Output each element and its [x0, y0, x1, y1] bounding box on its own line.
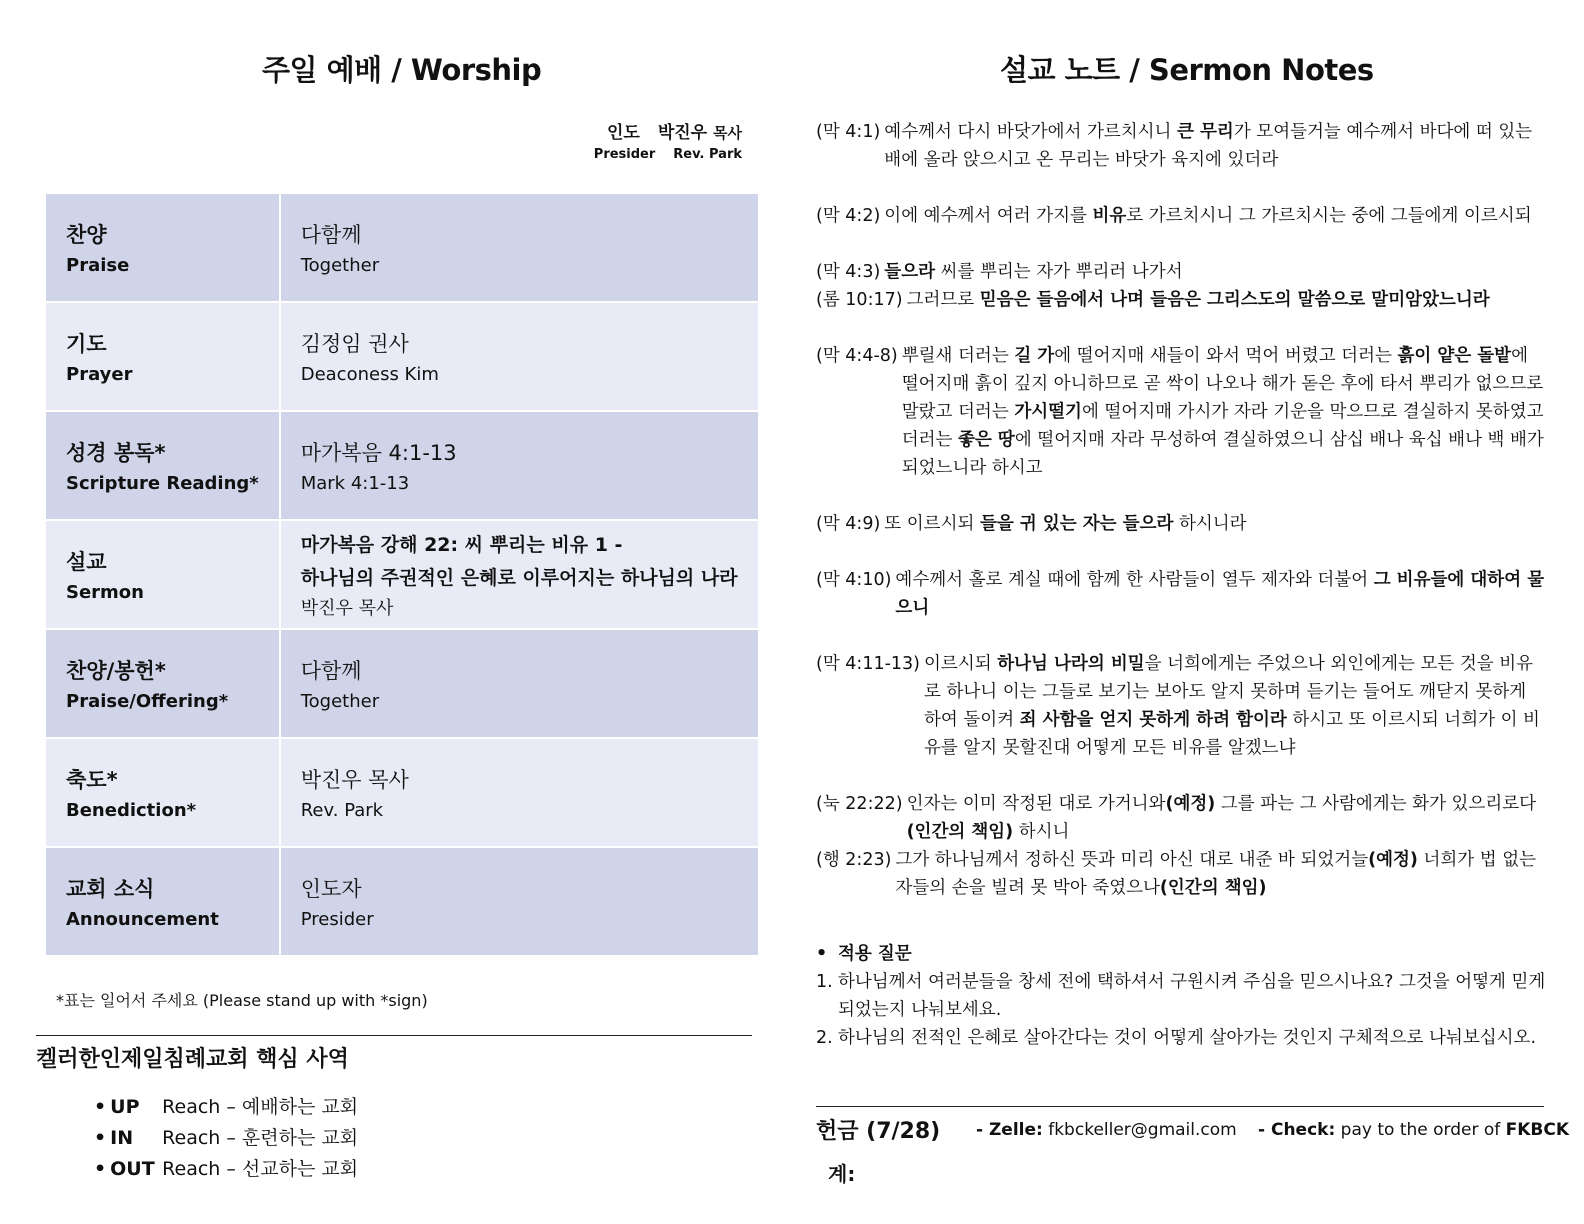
order-item-en: Announcement [66, 909, 219, 930]
stand-up-note: *표는 일어서 주세요 (Please stand up with *sign) [56, 991, 428, 1010]
verse-text: 너희가 법 없는 자들의 손을 빌려 못 박아 죽였으나 [895, 850, 1537, 898]
order-value-ko: 박진우 목사 [300, 768, 409, 792]
ministry-text: Reach – 예배하는 교회 [162, 1096, 359, 1118]
order-value-en: Together [300, 255, 380, 276]
verse-text: 을 너희에게는 주었으나 외인에게는 모든 것을 비유로 하나니 이는 그들로 보기는 보아도 알지 못하며 듣기는 들어도 깨닫지 못하게 하여 돌이켜 [924, 654, 1534, 730]
presider-name-ko: 박진우 [657, 123, 708, 143]
order-row-benediction [45, 738, 759, 847]
verse-mark-4-3 [816, 258, 1546, 286]
order-of-worship-table [44, 192, 760, 957]
verse-emphasis: 가시떨기 [1014, 402, 1082, 422]
verse-emphasis: 믿음은 들음에서 나며 들음은 그리스도의 말씀으로 말미암았느니라 [979, 290, 1490, 310]
presider-block [594, 118, 742, 162]
verse-emphasis: 비유 [1092, 206, 1127, 226]
verse-text: 예수께서 다시 바닷가에서 가르치시니 [884, 122, 1178, 142]
order-row-sermon [45, 520, 759, 629]
ministry-text: Reach – 훈련하는 교회 [162, 1127, 359, 1149]
verse-text: 또 이르시되 [884, 514, 980, 534]
verse-emphasis: 그 비유들에 대하여 물으니 [895, 570, 1545, 618]
verse-emphasis: 큰 무리 [1177, 122, 1234, 142]
order-row-scripture [45, 411, 759, 520]
order-value-ko: 마가복음 4:1-13 [300, 441, 457, 465]
verse-emphasis: (예정) [1368, 850, 1418, 870]
offering-check: - Check: pay to the order of FKBCK [1258, 1120, 1570, 1140]
verse-text: 에 떨어지매 자라 무성하여 결실하였으니 삼십 배나 육십 배나 백 배가 되었느니라 하시고 [901, 430, 1544, 478]
verse-text: 하시니 [1013, 822, 1070, 842]
verse-ref: (막 4:4-8) [816, 346, 898, 366]
order-item-en: Sermon [66, 582, 144, 603]
verse-emphasis: 좋은 땅 [958, 430, 1015, 450]
question-item [816, 968, 1546, 1024]
order-value-ko: 다함께 [300, 659, 362, 683]
order-value-ko: 인도자 [300, 877, 362, 901]
sermon-notes-verses [816, 118, 1546, 902]
verse-emphasis: 들을 귀 있는 자는 들으라 [979, 514, 1174, 534]
bullet-icon: • [816, 944, 828, 964]
order-value-en: Presider [300, 909, 374, 930]
verse-ref: (막 4:3) [816, 262, 881, 282]
question-text: 하나님의 전적인 은혜로 살아간다는 것이 어떻게 살아가는 것인지 구체적으로 나눠보십시오. [838, 1028, 1537, 1048]
ministry-tag: OUT [110, 1158, 155, 1180]
sermon-title-line2: 하나님의 주권적인 은혜로 이루어지는 하나님의 나라 [300, 566, 738, 589]
list-item [94, 1123, 358, 1154]
order-item-en: Scripture Reading* [66, 473, 259, 494]
verse-emphasis: 죄 사함을 얻지 못하게 하려 함이라 [1019, 710, 1287, 730]
verse-text: 로 가르치시니 그 가르치시는 중에 그들에게 이르시되 [1126, 206, 1532, 226]
verse-luke-22-22 [816, 790, 1546, 846]
verse-ref: (막 4:11-13) [816, 654, 921, 674]
divider [816, 1106, 1544, 1107]
verse-text: 이르시되 [924, 654, 998, 674]
verse-text: 하시고 또 이르시되 너희가 이 비유를 알지 못할진대 어떻게 모든 비유를 알겠느냐 [924, 710, 1540, 758]
verse-acts-2-23 [816, 846, 1546, 902]
order-row-offering [45, 629, 759, 738]
bullet-icon: • [94, 1096, 107, 1118]
order-value-ko: 김정임 권사 [300, 332, 409, 356]
worship-title: 주일 예배 / Worship [262, 53, 542, 87]
offering-zelle: - Zelle: fkbckeller@gmail.com [976, 1120, 1237, 1140]
ministry-tag: UP [110, 1096, 140, 1118]
order-row-praise [45, 193, 759, 302]
verse-text: 씨를 뿌리는 자가 뿌리러 나가서 [935, 262, 1183, 282]
verse-text: 그가 하나님께서 정하신 뜻과 미리 아신 대로 내준 바 되었거늘 [895, 850, 1369, 870]
order-item-ko: 찬양/봉헌* [66, 659, 166, 683]
offering-title: 헌금 (7/28) [816, 1119, 941, 1144]
core-ministry-title: 켈러한인제일침례교회 핵심 사역 [36, 1047, 349, 1072]
question-text: 하나님께서 여러분들을 창세 전에 택하셔서 구원시켜 주심을 믿으시나요? 그것을 어떻게 믿게 되었는지 나눠보세요. [838, 972, 1546, 1020]
list-item [94, 1092, 358, 1123]
verse-text: 예수께서 홀로 계실 때에 함께 한 사람들이 열두 제자와 더불어 [895, 570, 1374, 590]
bullet-icon: • [94, 1158, 107, 1180]
order-row-announcement [45, 847, 759, 956]
order-item-ko: 설교 [66, 550, 107, 574]
verse-ref: (막 4:9) [816, 514, 881, 534]
order-item-ko: 축도* [66, 768, 118, 792]
sermon-title-line1: 마가복음 강해 22: 씨 뿌리는 비유 1 - [300, 533, 623, 556]
verse-text: 하시니라 [1173, 514, 1247, 534]
verse-emphasis: (인간의 책임) [1159, 878, 1267, 898]
bullet-icon: • [94, 1127, 107, 1149]
verse-ref: (막 4:10) [816, 570, 892, 590]
presider-label-en: Presider [593, 147, 656, 162]
verse-emphasis: 길 가 [1014, 346, 1055, 366]
verse-text: 에 떨어지매 흙이 깊지 아니하므로 곧 싹이 나오나 해가 돋은 후에 타서 뿌리가 없으므로 말랐고 더러는 [901, 346, 1544, 422]
verse-emphasis: (인간의 책임) [906, 822, 1014, 842]
verse-text: 에 떨어지매 새들이 와서 먹어 버렸고 더러는 [1054, 346, 1398, 366]
ministry-text: Reach – 선교하는 교회 [162, 1158, 359, 1180]
worship-panel [0, 0, 790, 1224]
question-item [816, 1024, 1546, 1052]
verse-emphasis: 흙이 얕은 돌밭 [1397, 346, 1512, 366]
verse-mark-4-10 [816, 566, 1546, 622]
divider [36, 1035, 752, 1036]
verse-text: 뿌릴새 더러는 [901, 346, 1015, 366]
verse-emphasis: (예정) [1165, 794, 1216, 814]
order-value-en: Rev. Park [300, 800, 384, 821]
order-item-en: Benediction* [66, 800, 197, 821]
core-ministry-list [94, 1092, 358, 1185]
questions-heading: 적용 질문 [838, 944, 912, 964]
question-number: 1. [816, 972, 833, 992]
verse-emphasis: 들으라 [884, 262, 936, 282]
order-item-en: Praise [66, 255, 130, 276]
verse-mark-4-4-8 [816, 342, 1546, 482]
verse-mark-4-9 [816, 510, 1546, 538]
verse-text: 인자는 이미 작정된 대로 가거니와 [906, 794, 1166, 814]
order-value-en: Deaconess Kim [300, 364, 439, 385]
presider-label-ko: 인도 [606, 123, 640, 143]
verse-ref: (막 4:2) [816, 206, 881, 226]
verse-ref: (행 2:23) [816, 850, 892, 870]
presider-title-ko: 목사 [713, 124, 742, 142]
presider-name-en: Rev. Park [673, 147, 742, 162]
verse-text: 가 모여들거늘 예수께서 바다에 떠 있는 배에 올라 앉으시고 온 무리는 바닷가 육지에 있더라 [884, 122, 1533, 170]
verse-ref: (막 4:1) [816, 122, 881, 142]
question-number: 2. [816, 1028, 833, 1048]
ministry-tag: IN [110, 1127, 134, 1149]
verse-text: 이에 예수께서 여러 가지를 [884, 206, 1093, 226]
order-item-ko: 찬양 [66, 223, 107, 247]
verse-romans-10-17 [816, 286, 1546, 314]
verse-mark-4-1 [816, 118, 1546, 174]
list-item [94, 1154, 358, 1185]
order-value-en: Together [300, 691, 380, 712]
verse-mark-4-11-13 [816, 650, 1546, 762]
verse-ref: (눅 22:22) [816, 794, 903, 814]
order-item-ko: 성경 봉독* [66, 441, 166, 465]
order-item-en: Prayer [66, 364, 133, 385]
verse-text: 그러므로 [906, 290, 980, 310]
verse-text: 에 떨어지매 가시가 자라 기운을 막으므로 결실하지 못하였고 더러는 [901, 402, 1544, 450]
sermon-notes-title: 설교 노트 / Sermon Notes [1000, 53, 1374, 87]
verse-ref: (롬 10:17) [816, 290, 903, 310]
order-row-prayer [45, 302, 759, 411]
order-item-ko: 기도 [66, 332, 107, 356]
order-value-en: Mark 4:1-13 [300, 473, 410, 494]
order-value-ko: 다함께 [300, 223, 362, 247]
sermon-notes-panel [810, 0, 1584, 1224]
order-item-en: Praise/Offering* [66, 691, 229, 712]
verse-emphasis: 하나님 나라의 비밀 [997, 654, 1145, 674]
offering-total-label: 계: [828, 1162, 856, 1186]
sermon-pastor: 박진우 목사 [300, 597, 394, 619]
order-item-ko: 교회 소식 [66, 877, 155, 901]
verse-text: 그를 파는 그 사람에게는 화가 있으리로다 [1215, 794, 1537, 814]
verse-mark-4-2 [816, 202, 1546, 230]
application-questions [816, 940, 1546, 1052]
